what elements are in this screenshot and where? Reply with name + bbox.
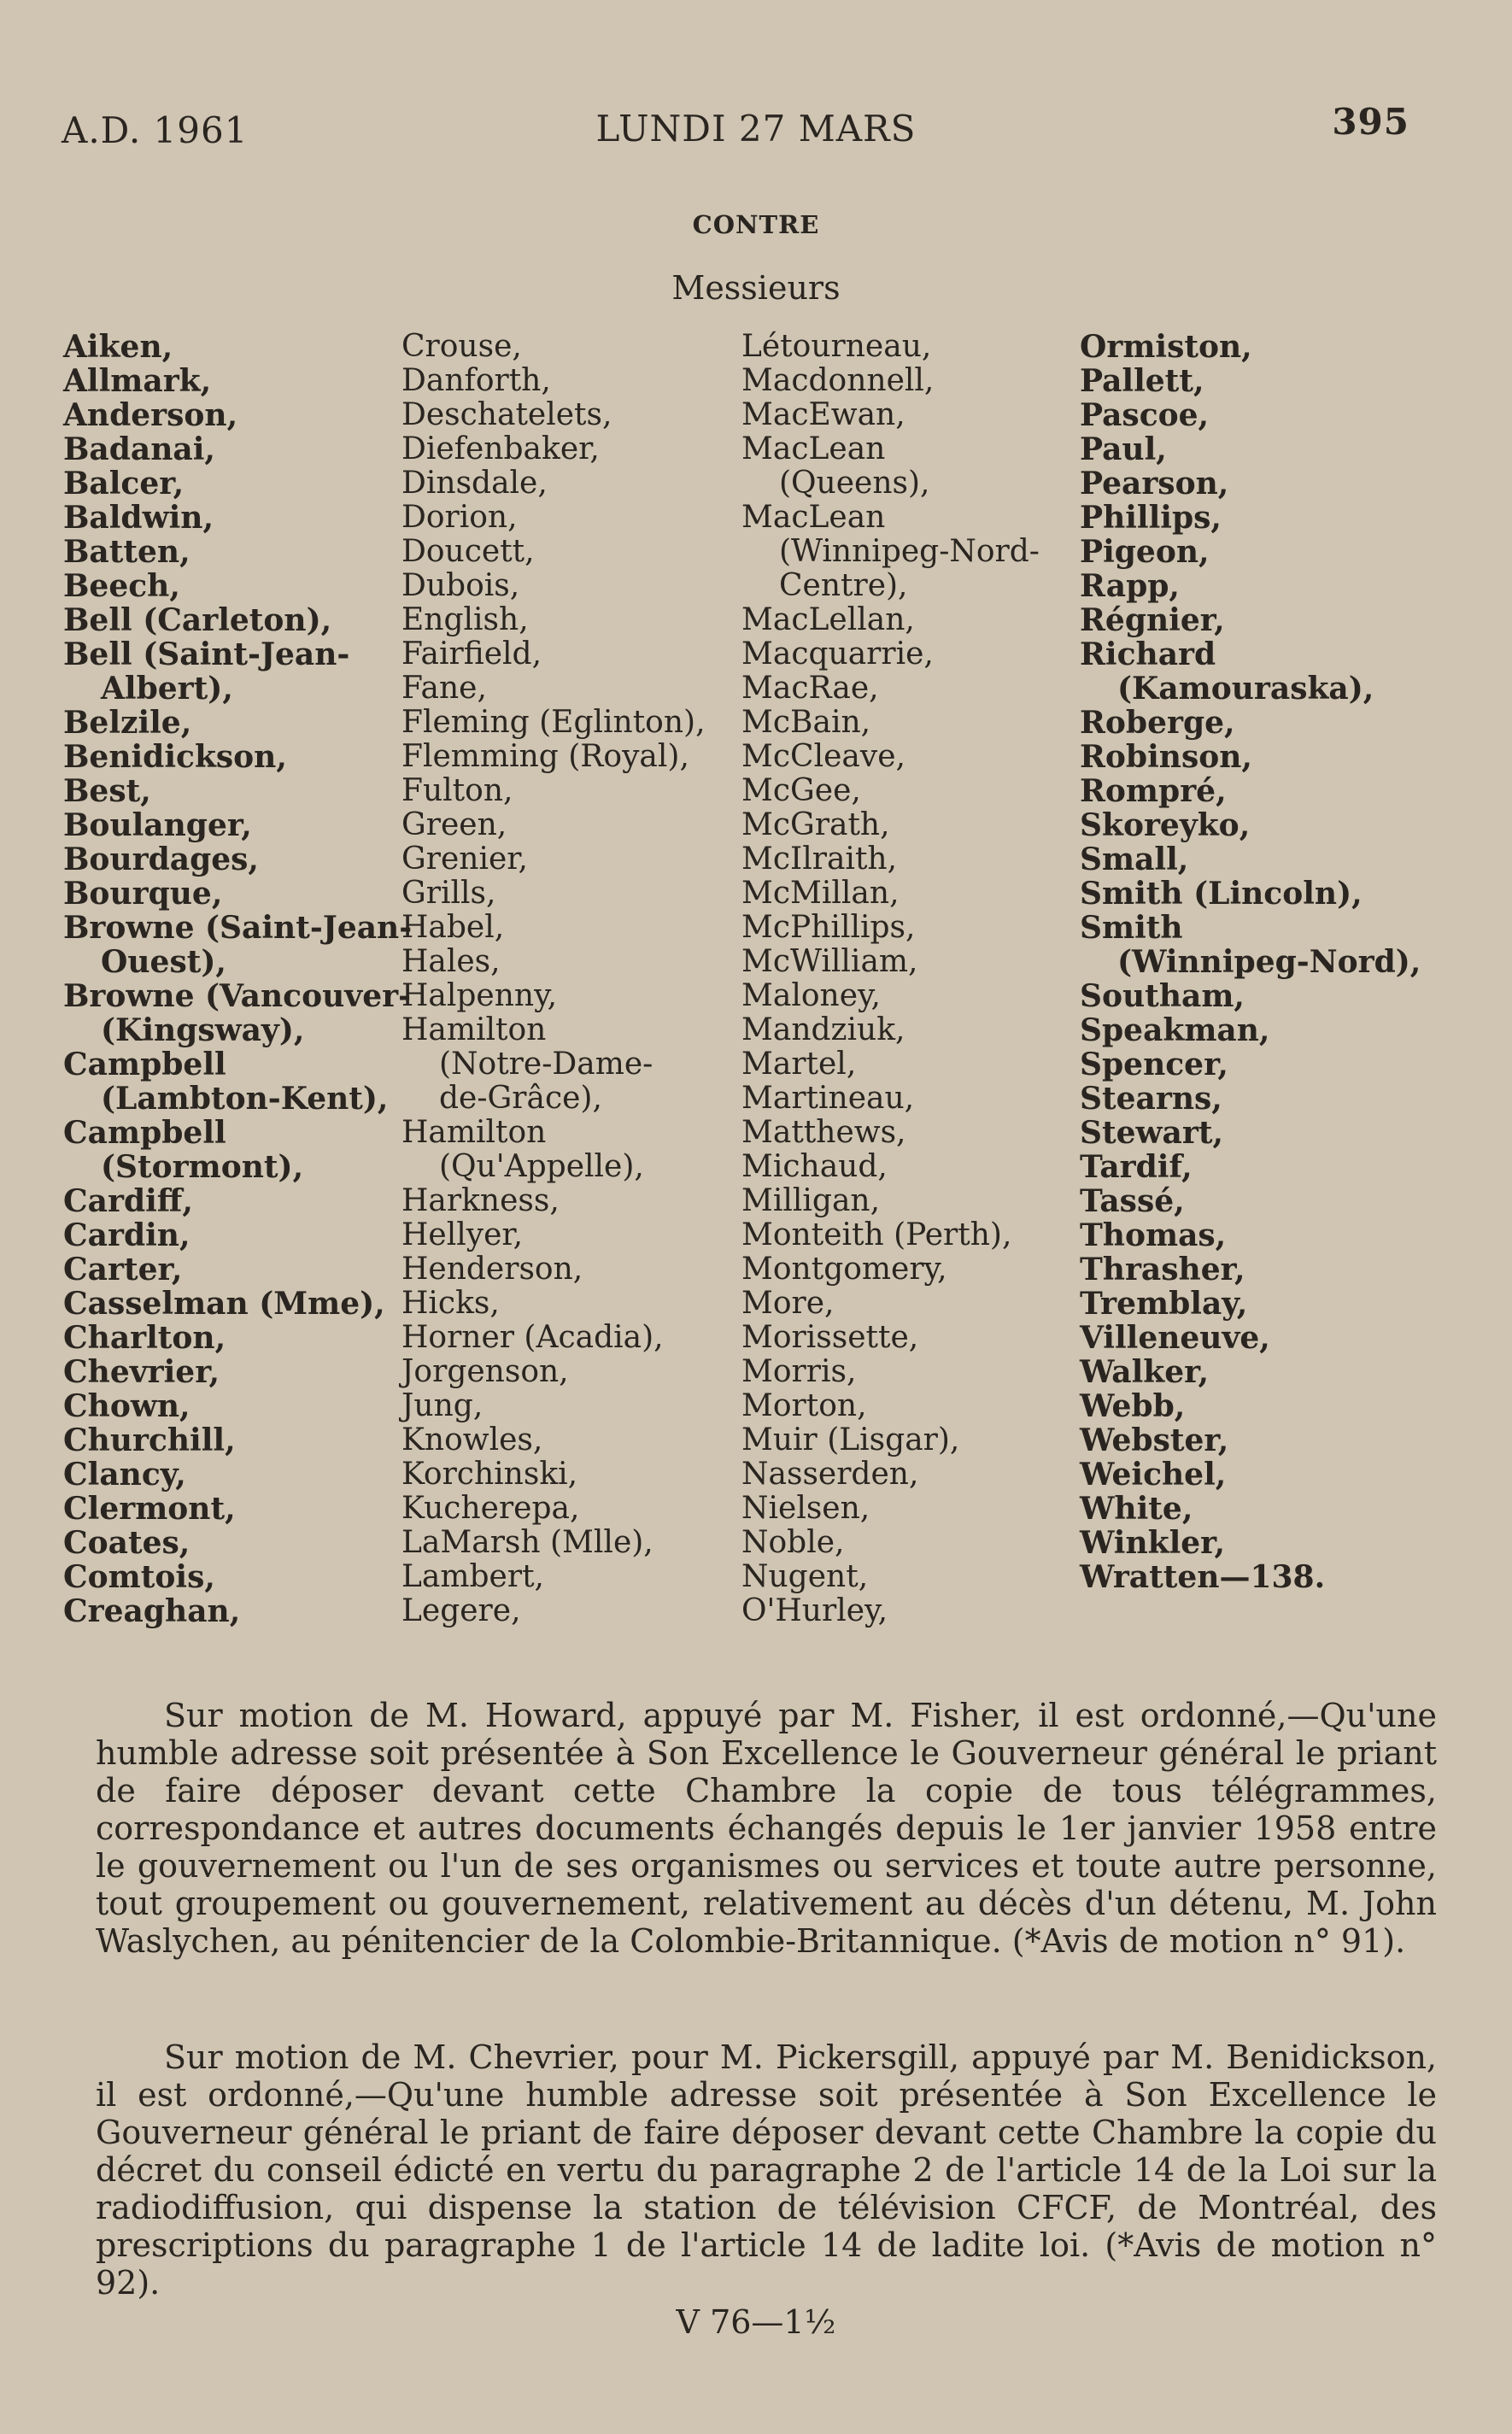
member-name: Fairfield, xyxy=(401,636,542,672)
motion-text-2: Sur motion de M. Chevrier, pour M. Pickersgill, appuyé par M. Benidickson, il est ordonné,—Qu'une humble adresse soit présentée à Son Excellence le Gouverneur général le priant de faire déposer devant cette Chambre la copie du décret du conseil édicté en vertu du paragraphe 2 de l'article 14 de la Loi sur la radiodiffusion, qui dispense la station de télévision CFCF, de Montréal, des prescriptions du paragraphe 1 de l'article 14 de ladite loi. (*Avis de motion n° 92). xyxy=(96,2038,1437,2302)
member-name: Wratten—138. xyxy=(1080,1559,1326,1595)
member-name: Cardiff, xyxy=(63,1183,193,1219)
member-name: Hamilton xyxy=(401,1012,547,1047)
member-name: Maloney, xyxy=(741,978,882,1013)
member-name: Martineau, xyxy=(741,1081,915,1116)
member-name: Batten, xyxy=(63,534,190,570)
member-name: Aiken, xyxy=(63,329,173,365)
member-name: McBain, xyxy=(741,705,871,740)
member-name: Bourque, xyxy=(63,876,223,912)
member-name: MacLean xyxy=(741,500,886,535)
member-name: Thrasher, xyxy=(1080,1252,1245,1287)
member-name: Pigeon, xyxy=(1080,534,1210,570)
vote-heading: CONTRE xyxy=(692,210,820,239)
member-name: Nasserden, xyxy=(741,1457,919,1492)
member-name: Chown, xyxy=(63,1388,190,1424)
member-name: Centre), xyxy=(779,568,908,603)
member-name: (Qu'Appelle), xyxy=(439,1149,644,1184)
member-name: Dorion, xyxy=(401,500,518,535)
member-name: Noble, xyxy=(741,1525,845,1560)
member-name: (Kingsway), xyxy=(101,1012,305,1048)
member-name: Hellyer, xyxy=(401,1217,524,1252)
member-name: Clermont, xyxy=(63,1491,236,1527)
member-name: Thomas, xyxy=(1080,1217,1227,1253)
member-name: Green, xyxy=(401,807,507,842)
member-name: Mandziuk, xyxy=(741,1012,905,1047)
member-name: Rompré, xyxy=(1080,773,1227,809)
member-name: McCleave, xyxy=(741,739,905,774)
member-name: de-Grâce), xyxy=(439,1081,602,1116)
member-name: Robinson, xyxy=(1080,739,1252,775)
member-name: Beech, xyxy=(63,568,180,604)
member-name: Flemming (Royal), xyxy=(401,739,689,774)
member-name: White, xyxy=(1080,1491,1193,1527)
member-name: Morris, xyxy=(741,1354,857,1389)
member-name: (Winnipeg-Nord), xyxy=(1117,944,1421,980)
header-year: A.D. 1961 xyxy=(62,109,249,151)
member-name: O'Hurley, xyxy=(741,1593,888,1628)
member-name: Matthews, xyxy=(741,1115,906,1150)
member-name: Henderson, xyxy=(401,1252,583,1287)
header-date: LUNDI 27 MARS xyxy=(595,108,917,150)
member-name: Morton, xyxy=(741,1388,867,1423)
member-name: Fane, xyxy=(401,671,487,706)
member-name: (Winnipeg-Nord- xyxy=(779,534,1040,569)
member-name: Browne (Saint-Jean- xyxy=(63,910,413,946)
name-column-2 xyxy=(401,330,760,1628)
member-name: Southam, xyxy=(1080,978,1245,1014)
motion-paragraph-1 xyxy=(96,1697,1437,1960)
member-name: Best, xyxy=(63,773,151,809)
member-name: Dinsdale, xyxy=(401,466,548,501)
member-name: Comtois, xyxy=(63,1559,215,1595)
member-name: Doucett, xyxy=(401,534,535,569)
member-name-columns xyxy=(63,330,1464,1628)
member-name: Clancy, xyxy=(63,1457,186,1493)
member-name: Stewart, xyxy=(1080,1115,1223,1151)
member-name: Danforth, xyxy=(401,363,551,398)
member-name: Hamilton xyxy=(401,1115,547,1150)
member-name: Halpenny, xyxy=(401,978,558,1013)
name-column-1 xyxy=(63,330,422,1628)
member-name: Fulton, xyxy=(401,773,513,808)
member-name: Macquarrie, xyxy=(741,636,934,672)
member-name: Horner (Acadia), xyxy=(401,1320,664,1355)
member-name: (Stormont), xyxy=(101,1149,304,1185)
member-name: Campbell xyxy=(63,1047,226,1082)
member-name: McMillan, xyxy=(741,876,900,911)
member-name: Régnier, xyxy=(1080,602,1225,638)
member-name: Ormiston, xyxy=(1080,329,1252,365)
member-name: Hicks, xyxy=(401,1286,500,1321)
member-name: Albert), xyxy=(101,671,233,707)
member-name: (Lambton-Kent), xyxy=(101,1081,389,1117)
member-name: Cardin, xyxy=(63,1217,190,1253)
member-name: Crouse, xyxy=(401,329,522,364)
member-name: Tassé, xyxy=(1080,1183,1185,1219)
member-name: Spencer, xyxy=(1080,1047,1228,1082)
member-name: (Kamouraska), xyxy=(1117,671,1374,707)
member-name: Walker, xyxy=(1080,1354,1210,1390)
member-name: Bourdages, xyxy=(63,842,259,877)
member-name: Boulanger, xyxy=(63,807,252,843)
member-name: Rapp, xyxy=(1080,568,1180,604)
member-name: Phillips, xyxy=(1080,500,1222,536)
member-name: Harkness, xyxy=(401,1183,560,1218)
member-name: Létourneau, xyxy=(741,329,932,364)
member-name: Casselman (Mme), xyxy=(63,1286,385,1322)
member-name: Weichel, xyxy=(1080,1457,1227,1493)
member-name: MacLean xyxy=(741,431,886,466)
member-name: Charlton, xyxy=(63,1320,226,1356)
member-name: Webb, xyxy=(1080,1388,1186,1424)
member-name: Stearns, xyxy=(1080,1081,1222,1117)
member-name: Pallett, xyxy=(1080,363,1204,399)
member-name: Winkler, xyxy=(1080,1525,1226,1561)
member-name: Habel, xyxy=(401,910,505,945)
member-name: McGee, xyxy=(741,773,861,808)
member-name: Tremblay, xyxy=(1080,1286,1248,1322)
member-name: Deschatelets, xyxy=(401,397,612,432)
name-column-4 xyxy=(1080,330,1439,1594)
member-name: Churchill, xyxy=(63,1422,236,1458)
member-name: Muir (Lisgar), xyxy=(741,1422,960,1457)
member-name: Ouest), xyxy=(101,944,226,980)
member-name: Hales, xyxy=(401,944,501,979)
member-name: Smith (Lincoln), xyxy=(1080,876,1363,912)
member-name: Jorgenson, xyxy=(401,1354,569,1389)
member-name: Coates, xyxy=(63,1525,190,1561)
member-name: McWilliam, xyxy=(741,944,918,979)
page-footer-signature: V 76—1½ xyxy=(676,2303,836,2341)
member-name: Korchinski, xyxy=(401,1457,578,1492)
member-name: MacEwan, xyxy=(741,397,905,432)
member-name: Macdonnell, xyxy=(741,363,935,398)
member-name: Speakman, xyxy=(1080,1012,1270,1048)
member-name: Small, xyxy=(1080,842,1189,877)
member-name: Grenier, xyxy=(401,842,528,877)
member-name: Knowles, xyxy=(401,1422,543,1457)
member-name: MacRae, xyxy=(741,671,879,706)
member-name: McGrath, xyxy=(741,807,890,842)
member-name: Montgomery, xyxy=(741,1252,947,1287)
member-name: Campbell xyxy=(63,1115,226,1151)
member-name: Skoreyko, xyxy=(1080,807,1251,843)
motion-text-1: Sur motion de M. Howard, appuyé par M. Fisher, il est ordonné,—Qu'une humble adresse soit présentée à Son Excellence le Gouverneur général le priant de faire déposer devant cette Chambre la copie de tous télégrammes, correspondance et autres documents échangés depuis le 1er janvier 1958 entre le gouvernement ou l'un de ses organismes ou services et toute autre personne, tout groupement ou gouvernement, relativement au décès d'un détenu, M. John Waslychen, au pénitencier de la Colombie-Britannique. (*Avis de motion n° 91). xyxy=(96,1697,1437,1960)
member-name: Balcer, xyxy=(63,466,185,501)
member-name: Nugent, xyxy=(741,1559,869,1594)
member-name: Anderson, xyxy=(63,397,238,433)
member-name: Carter, xyxy=(63,1252,183,1287)
name-column-3 xyxy=(741,330,1100,1628)
member-name: Pascoe, xyxy=(1080,397,1210,433)
member-name: Bell (Saint-Jean- xyxy=(63,636,350,672)
member-name: Diefenbaker, xyxy=(401,431,600,466)
page-number: 395 xyxy=(1332,101,1409,143)
member-name: Webster, xyxy=(1080,1422,1229,1458)
member-name: Browne (Vancouver- xyxy=(63,978,412,1014)
member-name: Bell (Carleton), xyxy=(63,602,332,638)
member-name: Tardif, xyxy=(1080,1149,1193,1185)
member-name: Milligan, xyxy=(741,1183,881,1218)
member-name: Benidickson, xyxy=(63,739,287,775)
member-name: Pearson, xyxy=(1080,466,1229,501)
member-name: More, xyxy=(741,1286,835,1321)
member-name: Lambert, xyxy=(401,1559,544,1594)
member-name: Fleming (Eglinton), xyxy=(401,705,706,740)
member-name: Roberge, xyxy=(1080,705,1235,741)
vote-subheading: Messieurs xyxy=(671,269,841,307)
member-name: Creaghan, xyxy=(63,1593,241,1629)
member-name: MacLellan, xyxy=(741,602,915,637)
motion-paragraph-2 xyxy=(96,2038,1437,2302)
member-name: Legere, xyxy=(401,1593,521,1628)
member-name: Michaud, xyxy=(741,1149,888,1184)
member-name: English, xyxy=(401,602,529,637)
member-name: Jung, xyxy=(401,1388,483,1423)
member-name: Martel, xyxy=(741,1047,857,1082)
member-name: McPhillips, xyxy=(741,910,916,945)
member-name: Monteith (Perth), xyxy=(741,1217,1012,1252)
member-name: Grills, xyxy=(401,876,496,911)
member-name: Villeneuve, xyxy=(1080,1320,1270,1356)
member-name: (Notre-Dame- xyxy=(439,1047,653,1082)
member-name: McIlraith, xyxy=(741,842,898,877)
member-name: (Queens), xyxy=(779,466,930,501)
member-name: Badanai, xyxy=(63,431,215,467)
member-name: Chevrier, xyxy=(63,1354,220,1390)
member-name: Richard xyxy=(1080,636,1216,672)
member-name: Dubois, xyxy=(401,568,520,603)
member-name: Baldwin, xyxy=(63,500,214,536)
member-name: Smith xyxy=(1080,910,1183,946)
member-name: Paul, xyxy=(1080,431,1167,467)
member-name: Belzile, xyxy=(63,705,192,741)
member-name: Nielsen, xyxy=(741,1491,870,1526)
member-name: Morissette, xyxy=(741,1320,919,1355)
member-name: Kucherepa, xyxy=(401,1491,580,1526)
member-name: Allmark, xyxy=(63,363,212,399)
member-name: LaMarsh (Mlle), xyxy=(401,1525,653,1560)
